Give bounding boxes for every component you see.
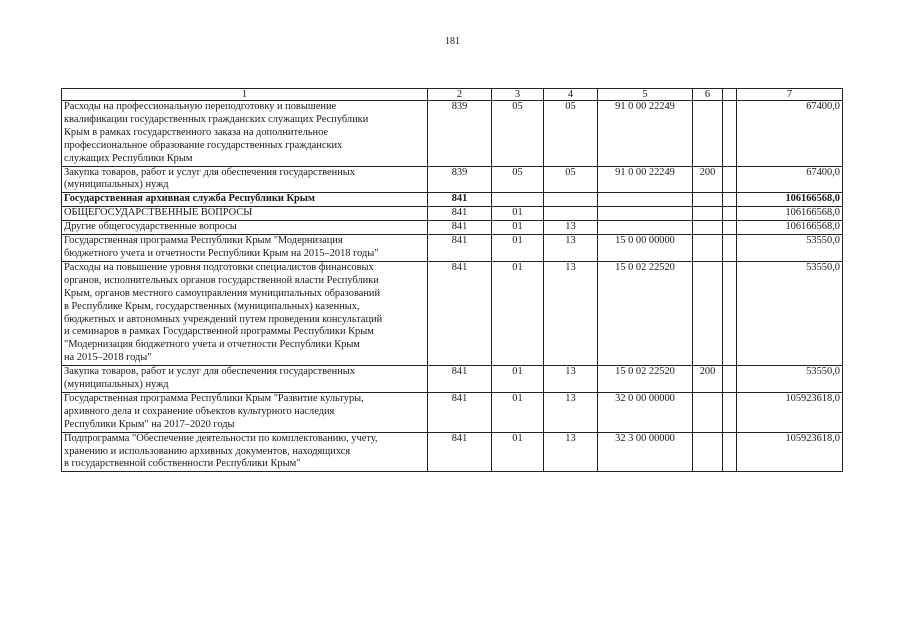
row-spacer	[723, 392, 737, 432]
row-subsection: 13	[544, 221, 598, 235]
row-section: 05	[492, 101, 544, 167]
row-spacer	[723, 166, 737, 193]
row-section: 01	[492, 221, 544, 235]
row-department-code: 841	[428, 261, 492, 365]
table-row	[62, 221, 843, 235]
row-department-code: 841	[428, 207, 492, 221]
page-number: 181	[445, 36, 460, 47]
row-amount: 67400,0	[737, 101, 843, 167]
row-section: 01	[492, 366, 544, 393]
row-amount: 105923618,0	[737, 432, 843, 472]
table-row	[62, 432, 843, 472]
row-name: Другие общегосударственные вопросы	[62, 221, 428, 235]
row-subsection: 13	[544, 235, 598, 262]
row-amount: 67400,0	[737, 166, 843, 193]
row-expense-type	[693, 261, 723, 365]
row-target-item: 32 0 00 00000	[598, 392, 693, 432]
header-col-7: 7	[737, 89, 843, 101]
row-subsection: 13	[544, 261, 598, 365]
row-amount: 53550,0	[737, 366, 843, 393]
header-col-2: 2	[428, 89, 492, 101]
row-target-item: 91 0 00 22249	[598, 101, 693, 167]
row-section: 01	[492, 207, 544, 221]
row-name: ОБЩЕГОСУДАРСТВЕННЫЕ ВОПРОСЫ	[62, 207, 428, 221]
row-target-item: 32 3 00 00000	[598, 432, 693, 472]
row-name: Государственная программа Республики Крым "Модернизация бюджетного учета и отчетности Республики Крым на 2015–2018 годы"	[62, 235, 428, 262]
row-spacer	[723, 207, 737, 221]
header-col-6: 6	[693, 89, 723, 101]
row-section	[492, 193, 544, 207]
row-department-code: 841	[428, 392, 492, 432]
row-spacer	[723, 193, 737, 207]
row-name: Расходы на профессиональную переподготовку и повышение квалификации государственных гражданских служащих Республики Крым в рамках государственного заказа на дополнительное профессиональное образование государственных гражданских служащих Республики Крым	[62, 101, 428, 167]
row-spacer	[723, 235, 737, 262]
table-row	[62, 207, 843, 221]
row-name: Закупка товаров, работ и услуг для обеспечения государственных (муниципальных) нужд	[62, 166, 428, 193]
row-amount: 106166568,0	[737, 207, 843, 221]
row-section: 01	[492, 261, 544, 365]
row-name: Подпрограмма "Обеспечение деятельности по комплектованию, учету, хранению и использованию архивных документов, находящихся в государственной собственности Республики Крым"	[62, 432, 428, 472]
row-spacer	[723, 366, 737, 393]
row-department-code: 839	[428, 166, 492, 193]
row-name: Государственная программа Республики Крым "Развитие культуры, архивного дела и сохранение объектов культурного наследия Республики Крым" на 2017–2020 годы	[62, 392, 428, 432]
table-row	[62, 101, 843, 167]
row-target-item: 15 0 02 22520	[598, 261, 693, 365]
row-name: Закупка товаров, работ и услуг для обеспечения государственных (муниципальных) нужд	[62, 366, 428, 393]
row-section: 05	[492, 166, 544, 193]
row-target-item: 15 0 00 00000	[598, 235, 693, 262]
table-row	[62, 193, 843, 207]
row-amount: 106166568,0	[737, 221, 843, 235]
row-target-item	[598, 221, 693, 235]
row-spacer	[723, 221, 737, 235]
table-row	[62, 235, 843, 262]
row-expense-type	[693, 101, 723, 167]
row-subsection: 05	[544, 101, 598, 167]
row-expense-type	[693, 432, 723, 472]
row-target-item: 15 0 02 22520	[598, 366, 693, 393]
row-subsection: 13	[544, 366, 598, 393]
table-body	[62, 101, 843, 472]
table-row	[62, 261, 843, 365]
row-name: Расходы на повышение уровня подготовки специалистов финансовых органов, исполнительных органов государственной власти Республики Крым, органов местного самоуправления муниципальных образований в Республике Крым, государственных (муниципальных) казенных, бюджетных и автономных учреждений путем проведения консультаций и семинаров в рамках Государственной программы Республики Крым "Модернизация бюджетного учета и отчетности Республики Крым на 2015–2018 годы"	[62, 261, 428, 365]
row-amount: 106166568,0	[737, 193, 843, 207]
row-amount: 105923618,0	[737, 392, 843, 432]
row-spacer	[723, 101, 737, 167]
row-subsection: 05	[544, 166, 598, 193]
table-row	[62, 166, 843, 193]
row-spacer	[723, 432, 737, 472]
table-row	[62, 392, 843, 432]
row-expense-type	[693, 193, 723, 207]
row-expense-type	[693, 235, 723, 262]
row-department-code: 841	[428, 235, 492, 262]
row-target-item	[598, 193, 693, 207]
row-section: 01	[492, 392, 544, 432]
row-subsection	[544, 207, 598, 221]
budget-table	[61, 88, 843, 472]
row-expense-type: 200	[693, 366, 723, 393]
header-col-3: 3	[492, 89, 544, 101]
row-subsection: 13	[544, 432, 598, 472]
row-subsection	[544, 193, 598, 207]
row-subsection: 13	[544, 392, 598, 432]
row-amount: 53550,0	[737, 235, 843, 262]
row-target-item: 91 0 00 22249	[598, 166, 693, 193]
row-amount: 53550,0	[737, 261, 843, 365]
row-expense-type	[693, 221, 723, 235]
table-row	[62, 366, 843, 393]
row-department-code: 841	[428, 221, 492, 235]
row-department-code: 841	[428, 193, 492, 207]
row-expense-type	[693, 207, 723, 221]
row-department-code: 839	[428, 101, 492, 167]
header-col-1: 1	[62, 89, 428, 101]
header-spacer	[723, 89, 737, 101]
row-section: 01	[492, 235, 544, 262]
header-col-5: 5	[598, 89, 693, 101]
row-target-item	[598, 207, 693, 221]
header-col-4: 4	[544, 89, 598, 101]
row-department-code: 841	[428, 432, 492, 472]
table-header-row	[62, 89, 843, 101]
row-spacer	[723, 261, 737, 365]
row-expense-type: 200	[693, 166, 723, 193]
row-expense-type	[693, 392, 723, 432]
row-department-code: 841	[428, 366, 492, 393]
row-name: Государственная архивная служба Республики Крым	[62, 193, 428, 207]
row-section: 01	[492, 432, 544, 472]
